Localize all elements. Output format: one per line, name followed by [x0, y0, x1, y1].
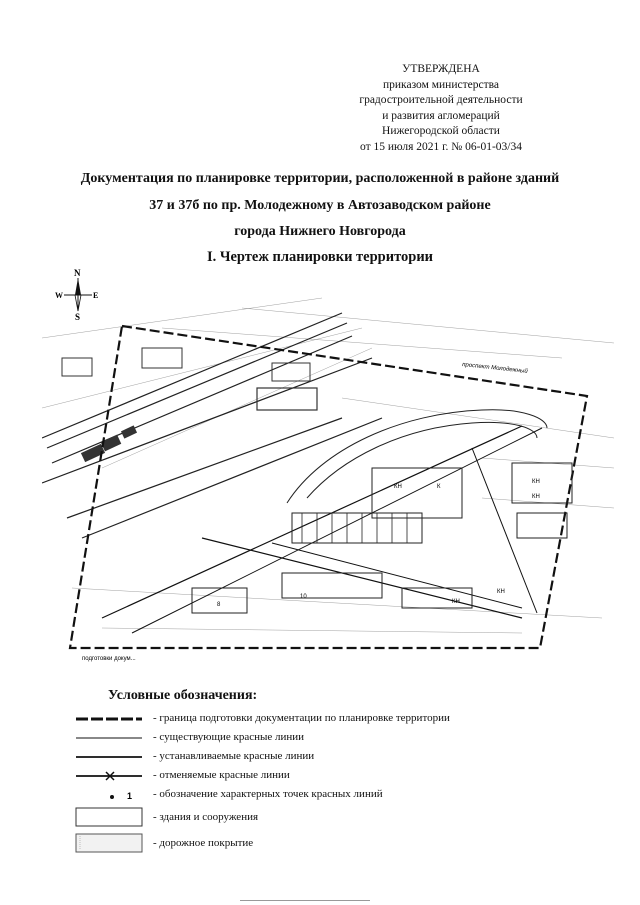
building-box-icon [72, 806, 154, 828]
point-marker-icon [72, 786, 154, 804]
approval-date: от 15 июля 2021 г. № 06-01-03/34 [360, 140, 522, 153]
building-label: 8 [217, 602, 221, 608]
compass-south-label: S [75, 312, 81, 320]
approval-line: градостроительной деятельности [359, 94, 523, 106]
existing-red-line-icon [72, 729, 154, 747]
legend-text: - граница подготовки документации по планировке территории [153, 712, 450, 724]
building-label: КН [532, 479, 540, 485]
section-title: I. Чертеж планировки территории [206, 249, 434, 265]
building-label: КН [452, 599, 460, 605]
approval-line: Нижегородской области [382, 125, 500, 137]
approval-line: и развития агломераций [382, 109, 500, 122]
compass-north-label: N [74, 268, 81, 278]
legend-item [60, 786, 620, 804]
building-label: КН [497, 589, 505, 595]
new-red-line-icon [72, 748, 154, 766]
legend-text: - здания и сооружения [153, 811, 259, 823]
legend-text: - существующие красные линии [153, 731, 305, 743]
legend-title: Условные обозначения: [108, 688, 258, 703]
legend-item [60, 710, 620, 728]
document-title-line-1: Документация по планировке территории, расположенной в районе зданий [80, 171, 560, 186]
compass-east-label: E [93, 291, 99, 300]
building-label: КН [394, 484, 402, 490]
legend-item [60, 806, 620, 828]
building-label: КН [532, 494, 540, 500]
street-label: проспект Молодежный [461, 362, 528, 375]
building-label: К [437, 484, 441, 490]
legend-item [60, 748, 620, 766]
point-number-label: 1 [127, 791, 133, 801]
legend-text: - устанавливаемые красные линии [153, 750, 315, 762]
page-divider [240, 900, 370, 901]
document-title-line-2: 37 и 37б по пр. Молодежному в Автозаводском районе [149, 198, 491, 213]
approval-stamp [330, 62, 552, 155]
map-bottom-label: подготовки докум... [82, 656, 136, 662]
boundary-line-icon [72, 710, 154, 728]
legend-item [60, 767, 620, 785]
road-surface-box-icon [72, 832, 154, 854]
building-label: 10 [300, 594, 307, 600]
legend-item [60, 832, 620, 854]
legend-text: - дорожное покрытие [153, 837, 254, 849]
legend-item [60, 729, 620, 747]
document-title-line-3: города Нижнего Новгорода [234, 224, 406, 239]
legend-text: - отменяемые красные линии [153, 769, 290, 781]
cancelled-red-line-icon [72, 767, 154, 785]
legend-text: - обозначение характерных точек красных линий [153, 788, 383, 800]
planning-map [42, 288, 614, 668]
approval-heading: УТВЕРЖДЕНА [402, 63, 480, 75]
approval-line: приказом министерства [383, 78, 499, 91]
compass-west-label: W [55, 291, 63, 300]
